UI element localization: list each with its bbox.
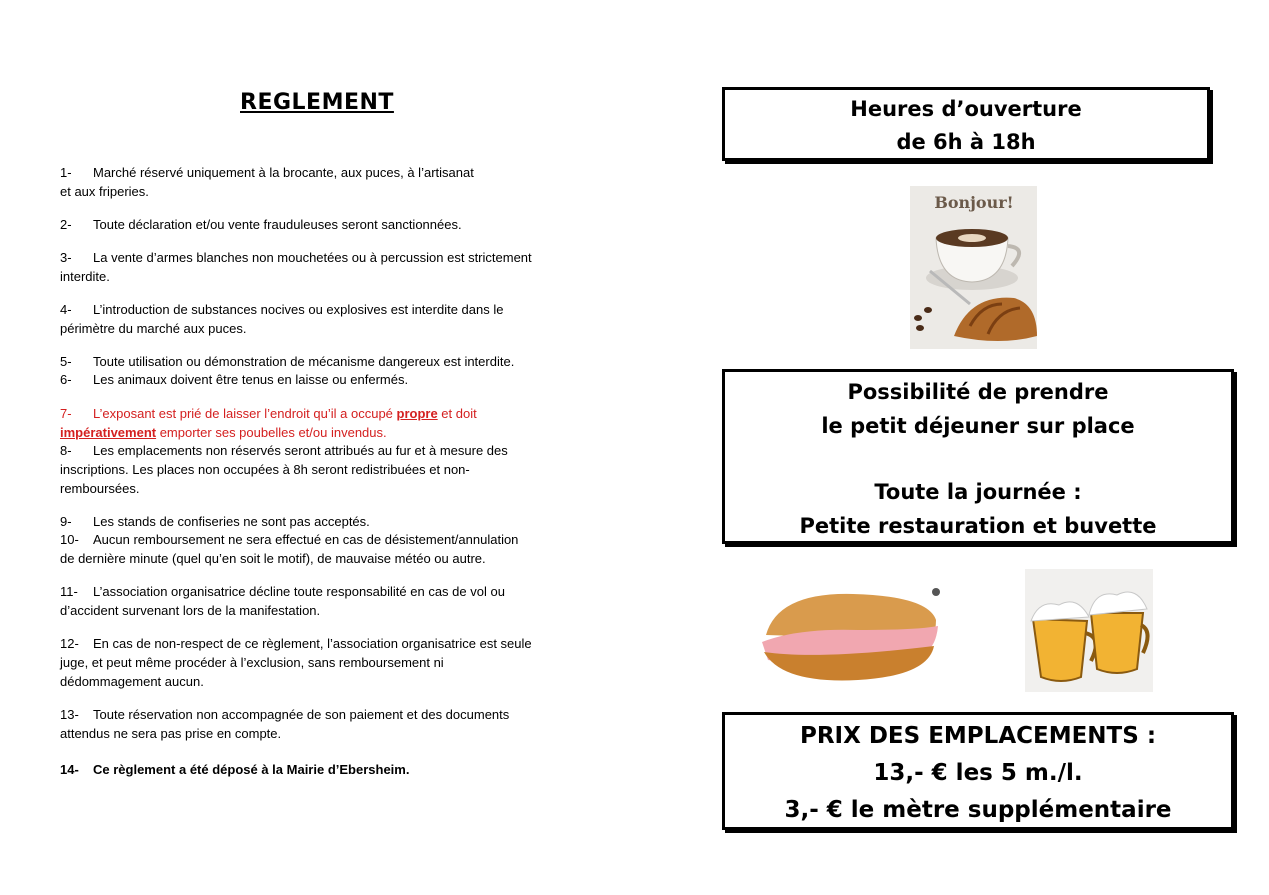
rule-6: 6- Les animaux doivent être tenus en laisse ou enfermés.: [60, 372, 409, 387]
rule-12: 12- En cas de non-respect de ce règlement, l’association organisatrice est seule juge, et peut même procéder à l’exclusion, sans remboursement ni dédommagement aucun.: [60, 636, 532, 689]
rule-7: 7- L’exposant est prié de laisser l’endroit qu’il a occupé propre et doit impérativement emporter ses poubelles et/ou invendus.: [60, 406, 477, 440]
rule-8: 8- Les emplacements non réservés seront attribués au fur et à mesure des inscriptions. Les places non occupées à 8h seront redistribuées et non- remboursées.: [60, 443, 508, 496]
opening-hours-box: Heures d’ouverture de 6h à 18h: [722, 87, 1210, 161]
coffee-croissant-image: [910, 186, 1037, 349]
rule-4: 4- L’introduction de substances nocives ou explosives est interdite dans le périmètre du marché aux puces.: [60, 302, 504, 336]
rule-5: 5- Toute utilisation ou démonstration de mécanisme dangereux est interdite.: [60, 354, 515, 369]
rule-13: 13- Toute réservation non accompagnée de son paiement et des documents attendus ne sera pas prise en compte.: [60, 707, 510, 741]
sandwich-image: [758, 580, 940, 685]
rule-11: 11- L’association organisatrice décline toute responsabilité en cas de vol ou d’accident survenant lors de la manifestation.: [60, 584, 505, 618]
rule-14: 14- Ce règlement a été déposé à la Mairie d’Ebersheim.: [60, 762, 410, 777]
rule-3: 3- La vente d’armes blanches non mouchetées ou à percussion est strictement interdite.: [60, 250, 532, 284]
page-title: REGLEMENT: [240, 90, 394, 115]
prices-box: PRIX DES EMPLACEMENTS : 13,- € les 5 m./l. 3,- € le mètre supplémentaire: [722, 712, 1234, 830]
rule-10: 10- Aucun remboursement ne sera effectué en cas de désistement/annulation de dernière minute (quel qu’en soit le motif), de mauvaise météo ou autre.: [60, 532, 519, 566]
breakfast-box: Possibilité de prendre le petit déjeuner sur place Toute la journée : Petite restauration et buvette: [722, 369, 1234, 544]
rule-2: 2- Toute déclaration et/ou vente frauduleuses seront sanctionnées.: [60, 217, 462, 232]
rule-1: 1- Marché réservé uniquement à la brocante, aux puces, à l’artisanat et aux friperies.: [60, 165, 474, 199]
beer-mugs-image: [1025, 569, 1153, 692]
rule-9: 9- Les stands de confiseries ne sont pas acceptés.: [60, 514, 370, 529]
svg-text:Bonjour!: Bonjour!: [934, 193, 1014, 212]
